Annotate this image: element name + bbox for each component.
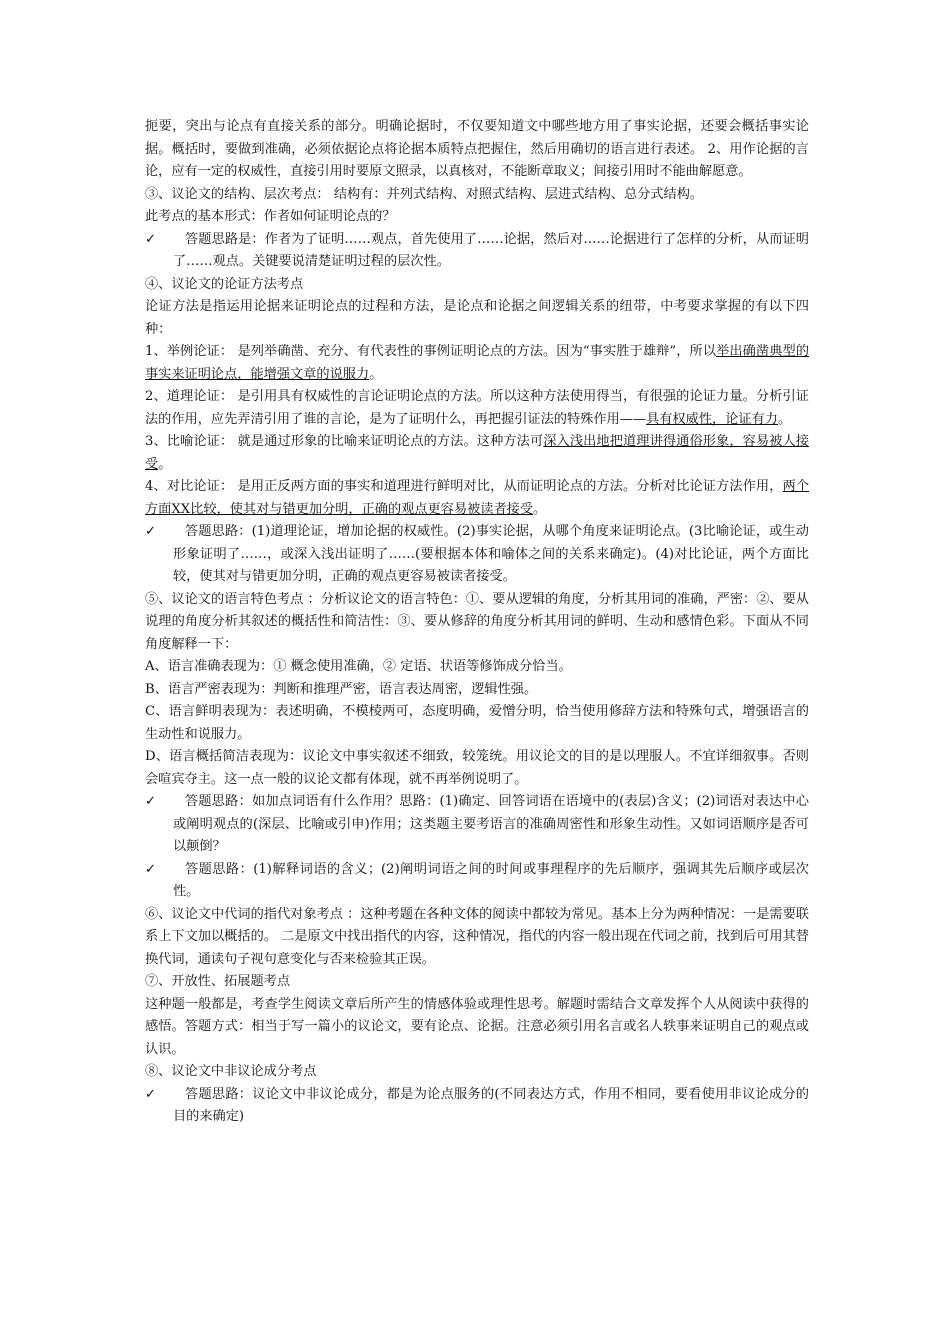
method-text-end: 。 <box>158 456 172 472</box>
section-7-body: 这种题一般都是，考查学生阅读文章后所产生的情感体验或理性思考。解题时需结合文章发挥个人从阅读中获得的感悟。答题方式：相当于写一篇小的议论文，要有论点、论据。注意必须引用名言或名人轶事来证明自己的观点或认识。 <box>145 996 809 1057</box>
method-text-end: 。 <box>778 411 792 427</box>
section-3-title: ③、议论文的结构、层次考点： 结构有：并列式结构、对照式结构、层进式结构、总分式结构。 <box>145 186 704 202</box>
document-page <box>145 116 809 1129</box>
section-5-item-b: B、语言严密表现为：判断和推理严密，语言表达周密，逻辑性强。 <box>145 681 538 697</box>
answer-text: 答题思路是：作者为了证明……观点，首先使用了……论据，然后对……论据进行了怎样的分析，从而证明了……观点。关键要说清楚证明过程的层次性。 <box>173 231 809 269</box>
section-5-title: ⑤、议论文的语言特色考点 ：分析议论文的语言特色：①、要从逻辑的角度，分析其用词的准确，严密：②、要从说理的角度分析其叙述的概括性和简洁性：③、要从修辞的角度分析其用词的鲜明、生动和感情色彩。下面从不同角度解释一下： <box>145 591 809 652</box>
section-3-answer <box>145 229 809 274</box>
check-icon: ✓ <box>145 524 157 539</box>
section-5-item-d: D、语言概括简洁表现为：议论文中事实叙述不细致，较笼统。用议论文的目的是以理服人。不宜详细叙事。否则会喧宾夺主。这一点一般的议论文都有体现，就不再举例说明了。 <box>145 749 809 787</box>
section-4-answer <box>145 521 809 589</box>
method-text: 4、对比论证： 是用正反两方面的事实和道理进行鲜明对比，从而证明论点的方法。分析对比论证方法作用， <box>145 479 783 494</box>
check-icon: ✓ <box>145 861 157 877</box>
section-3-form: 此考点的基本形式：作者如何证明论点的？ <box>145 209 396 224</box>
method-text: 3、比喻论证： 就是通过形象的比喻来证明论点的方法。这种方法可 <box>145 434 544 449</box>
check-icon: ✓ <box>145 794 157 809</box>
section-7-title: ⑦、开放性、拓展题考点 <box>145 974 291 989</box>
section-8-answer <box>145 1084 809 1129</box>
section-5-item-a: A、语言准确表现为：① 概念使用准确，② 定语、状语等修饰成分恰当。 <box>145 659 572 674</box>
answer-text: 答题思路：(1)道理论证，增加论据的权威性。(2)事实论据，从哪个角度来证明论点。(3比喻论证，或生动形象证明了……，或深入浅出证明了……(要根据本体和喻体之间的关系来确定)。(4)对比论证，两个方面比较，使其对与错更加分明，正确的观点更容易被读者接受。 <box>173 524 809 584</box>
answer-text: 答题思路：(1)解释词语的含义；(2)阐明词语之间的时间或事理程序的先后顺序，强调其先后顺序或层次性。 <box>173 861 809 899</box>
check-icon: ✓ <box>145 231 157 247</box>
section-4-title: ④、议论文的论证方法考点 <box>145 276 304 292</box>
answer-text: 答题思路：如加点词语有什么作用？思路：(1)确定、回答词语在语境中的(表层)含义；(2)词语对表达中心或阐明观点的(深层、比喻或引申)作用；这类题主要考语言的准确周密性和形象生动性。又如词语顺序是否可以颠倒？ <box>173 794 809 854</box>
method-contrast-argument <box>145 476 809 521</box>
method-example-argument <box>145 341 809 386</box>
method-text: 1、举例论证： 是列举确凿、充分、有代表性的事例证明论点的方法。因为“事实胜于雄辩”，所以 <box>145 344 717 359</box>
method-underlined-text: 深入浅出地把道理讲得通俗形象，容易被人接受 <box>145 434 809 472</box>
method-metaphor-argument <box>145 431 809 476</box>
method-underlined-text: 举出确凿典型的事实来证明论点，能增强文章的说服力 <box>145 344 810 382</box>
answer-text: 答题思路：议论文中非议论成分，都是为论点服务的(不同表达方式，作用不相同，要看使用非议论成分的目的来确定) <box>173 1086 809 1124</box>
method-underlined-text: 两个方面XX比较，使其对与错更加分明，正确的观点更容易被读者接受 <box>145 479 810 517</box>
method-text: 2、道理论证： 是引用具有权威性的言论证明论点的方法。所以这种方法使用得当，有很强的论证力量。分析引证法的作用，应先弄清引用了谁的言论，是为了证明什么，再把握引证法的特殊作用—— <box>145 389 809 427</box>
section-8-title: ⑧、议论文中非议论成分考点 <box>145 1064 317 1079</box>
paragraph-evidence-summary: 扼要，突出与论点有直接关系的部分。明确论据时，不仅要知道文中哪些地方用了事实论据，还要会概括事实论据。概括时，要做到准确，必须依据论点将论据本质特点把握住，然后用确切的语言进行表述。 2、用作论据的言论，应有一定的权威性，直接引用时要原文照录，以真核对，不能断章取义；间接引用时不能曲解愿意。 <box>145 119 809 179</box>
section-4-intro: 论证方法是指运用论据来证明论点的过程和方法，是论点和论据之间逻辑关系的纽带，中考要求掌握的有以下四种： <box>145 299 809 337</box>
method-text-end: 。 <box>533 501 547 517</box>
check-icon: ✓ <box>145 1086 157 1102</box>
section-5-answer-1 <box>145 791 809 859</box>
section-6-title: ⑥、议论文中代词的指代对象考点 ：这种考题在各种文体的阅读中都较为常见。基本上分为两种情况：一是需要联系上下文加以概括的。 二是原文中找出指代的内容，这种情况，指代的内容一般出现在代词之前，找到后可用其替换代词，通读句子视句意变化与否来检验其正误。 <box>145 906 809 967</box>
method-text-end: 。 <box>369 366 383 382</box>
section-5-item-c: C、语言鲜明表现为：表述明确，不模棱两可，态度明确，爱憎分明，恰当使用修辞方法和特殊句式，增强语言的生动性和说服力。 <box>145 704 809 742</box>
section-5-answer-2 <box>145 859 809 904</box>
method-underlined-text: 具有权威性，论证有力 <box>646 411 778 427</box>
method-reasoning-argument <box>145 386 809 431</box>
